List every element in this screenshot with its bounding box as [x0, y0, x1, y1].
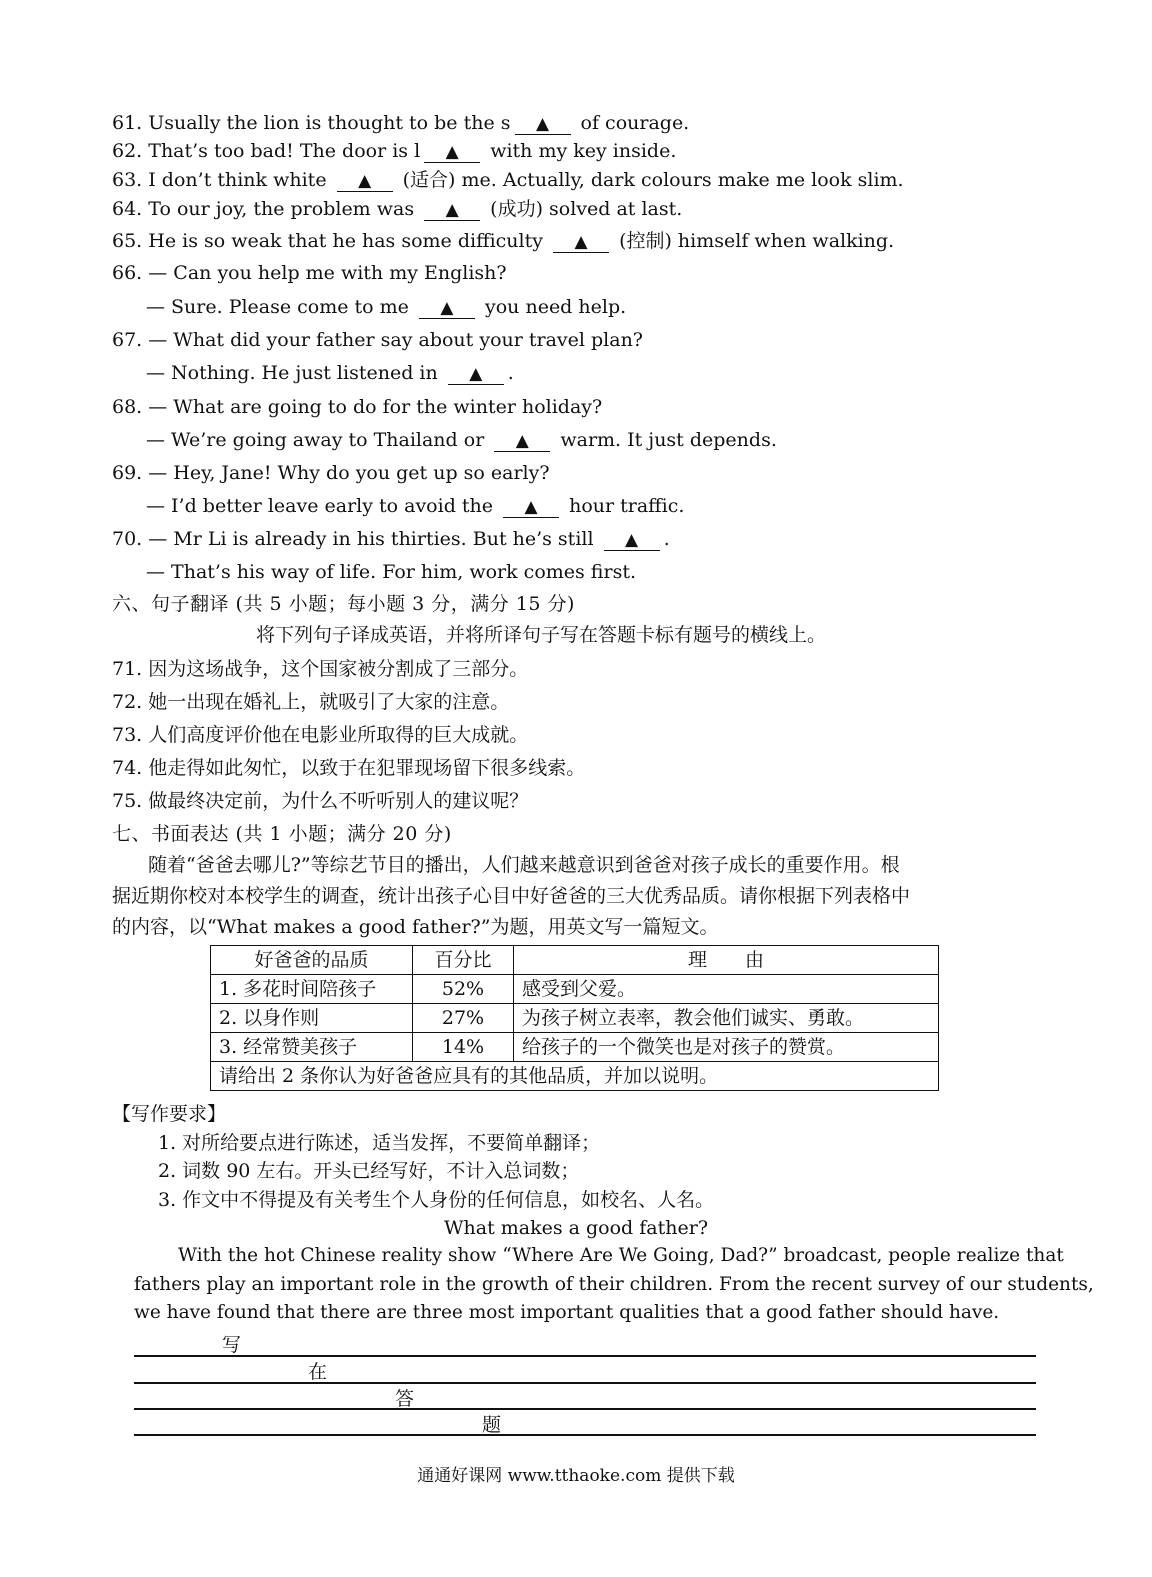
- essay-title: What makes a good father?: [443, 1217, 708, 1239]
- qualities-table: [210, 945, 939, 1091]
- question-number: 66.: [112, 262, 143, 284]
- blank-marker: ▲: [574, 232, 588, 252]
- table-footer-cell: 请给出 2 条你认为好爸爸应具有的其他品质，并加以说明。: [211, 1062, 939, 1091]
- answer-blank[interactable]: [419, 297, 475, 319]
- table-row: [211, 975, 939, 1004]
- reply-text: — Nothing. He just listened in: [146, 362, 444, 384]
- table-row: [211, 1004, 939, 1033]
- question-number: 64.: [112, 198, 143, 220]
- question-70-reply: [146, 559, 636, 585]
- question-67: [112, 327, 643, 353]
- question-text-after: .: [663, 528, 670, 550]
- reply-text: — I’d better leave early to avoid the: [146, 495, 500, 517]
- answer-blank[interactable]: [337, 170, 393, 192]
- answer-blank[interactable]: [494, 430, 550, 452]
- answer-char: 答: [395, 1388, 415, 1410]
- reply-text-after: warm. It just depends.: [554, 429, 777, 451]
- question-number: 65.: [112, 230, 143, 252]
- question-69: [112, 460, 550, 486]
- question-number: 68.: [112, 396, 143, 418]
- answer-blank[interactable]: [424, 141, 480, 163]
- essay-opening-line-1: With the hot Chinese reality show “Where Are We Going, Dad?” broadcast, people realize that: [178, 1245, 1064, 1266]
- question-number: 70.: [112, 528, 143, 550]
- blank-marker: ▲: [515, 431, 529, 451]
- writing-intro-line-3: 的内容，以“What makes a good father?”为题，用英文写一篇短文。: [112, 916, 719, 938]
- question-text: I don’t think white: [148, 169, 333, 191]
- table-cell: 52%: [413, 975, 514, 1004]
- question-text-after: of courage.: [574, 112, 690, 134]
- question-61: [112, 110, 689, 136]
- answer-line[interactable]: [134, 1382, 1036, 1384]
- question-text-after: (成功) solved at last.: [484, 198, 683, 220]
- translation-item-74: 74. 他走得如此匆忙，以致于在犯罪现场留下很多线索。: [112, 757, 586, 779]
- answer-char: 题: [482, 1414, 502, 1436]
- question-68-reply: [146, 427, 777, 453]
- question-number: 63.: [112, 169, 143, 191]
- question-number: 67.: [112, 329, 143, 351]
- question-62: [112, 138, 676, 164]
- blank-marker: ▲: [440, 298, 454, 318]
- requirement-1: 1. 对所给要点进行陈述，适当发挥，不要简单翻译；: [158, 1132, 601, 1154]
- answer-line[interactable]: [134, 1434, 1036, 1436]
- question-66-reply: [146, 294, 626, 320]
- blank-marker: ▲: [469, 364, 483, 384]
- question-65: [112, 228, 894, 254]
- answer-line[interactable]: [134, 1355, 1036, 1357]
- blank-marker: ▲: [358, 171, 372, 191]
- table-row: [211, 1033, 939, 1062]
- reply-text-after: .: [507, 362, 514, 384]
- reply-text-after: hour traffic.: [563, 495, 685, 517]
- table-header-cell: 好爸爸的品质: [211, 946, 413, 975]
- blank-marker: ▲: [625, 530, 639, 550]
- table-cell: 为孩子树立表率，教会他们诚实、勇敢。: [514, 1004, 939, 1033]
- answer-line[interactable]: [134, 1408, 1036, 1410]
- table-footer-row: [211, 1062, 939, 1091]
- requirement-3: 3. 作文中不得提及有关考生个人身份的任何信息，如校名、人名。: [158, 1189, 715, 1211]
- essay-opening-line-2: fathers play an important role in the growth of their children. From the recent survey of our students,: [134, 1274, 1094, 1295]
- reply-text-after: you need help.: [478, 296, 627, 318]
- answer-blank[interactable]: [448, 363, 504, 385]
- reply-text: — Sure. Please come to me: [146, 296, 415, 318]
- table-header-row: [211, 946, 939, 975]
- requirement-2: 2. 词数 90 左右。开头已经写好，不计入总词数；: [158, 1160, 580, 1182]
- question-text: — Mr Li is already in his thirties. But he’s still: [148, 528, 600, 550]
- writing-intro-line-2: 据近期你校对本校学生的调查，统计出孩子心目中好爸爸的三大优秀品质。请你根据下列表格中: [112, 885, 911, 907]
- answer-blank[interactable]: [515, 113, 571, 135]
- table-cell: 14%: [413, 1033, 514, 1062]
- answer-blank[interactable]: [424, 199, 480, 221]
- answer-char: 写: [222, 1334, 242, 1356]
- question-text: — Hey, Jane! Why do you get up so early?: [148, 462, 550, 484]
- table-cell: 2. 以身作则: [211, 1004, 413, 1033]
- question-64: [112, 196, 682, 222]
- table-header-cell: 理 由: [514, 946, 939, 975]
- question-text-after: (控制) himself when walking.: [613, 230, 895, 252]
- translation-item-72: 72. 她一出现在婚礼上，就吸引了大家的注意。: [112, 691, 510, 713]
- question-text: He is so weak that he has some difficulty: [148, 230, 550, 252]
- question-70: [112, 526, 670, 552]
- question-67-reply: [146, 360, 514, 386]
- answer-blank[interactable]: [553, 231, 609, 253]
- page-footer: 通通好课网 www.tthaoke.com 提供下载: [417, 1466, 735, 1486]
- table-cell: 27%: [413, 1004, 514, 1033]
- essay-opening-line-3: we have found that there are three most important qualities that a good father should have.: [134, 1302, 1000, 1323]
- question-number: 69.: [112, 462, 143, 484]
- blank-marker: ▲: [445, 142, 459, 162]
- question-text: — Can you help me with my English?: [148, 262, 507, 284]
- question-69-reply: [146, 493, 684, 519]
- question-number: 61.: [112, 112, 143, 134]
- table-header-cell: 百分比: [413, 946, 514, 975]
- question-text: — What are going to do for the winter holiday?: [148, 396, 603, 418]
- question-text: Usually the lion is thought to be the s: [148, 112, 511, 134]
- question-66: [112, 260, 507, 286]
- question-text: — What did your father say about your travel plan?: [148, 329, 643, 351]
- requirements-title: 【写作要求】: [112, 1103, 227, 1125]
- blank-marker: ▲: [524, 497, 538, 517]
- question-63: [112, 167, 904, 193]
- reply-text: — That’s his way of life. For him, work comes first.: [146, 561, 636, 583]
- question-text-after: with my key inside.: [484, 140, 677, 162]
- writing-intro-line-1: 随着“爸爸去哪儿?”等综艺节目的播出，人们越来越意识到爸爸对孩子成长的重要作用。根: [148, 854, 900, 876]
- question-text: That’s too bad! The door is l: [148, 140, 421, 162]
- question-number: 62.: [112, 140, 143, 162]
- table-cell: 3. 经常赞美孩子: [211, 1033, 413, 1062]
- section-7-title: 七、书面表达 (共 1 小题；满分 20 分): [112, 823, 452, 845]
- blank-marker: ▲: [445, 200, 459, 220]
- table-cell: 感受到父爱。: [514, 975, 939, 1004]
- section-6-instruction: 将下列句子译成英语，并将所译句子写在答题卡标有题号的横线上。: [256, 624, 827, 646]
- answer-blank[interactable]: [604, 529, 660, 551]
- table-cell: 给孩子的一个微笑也是对孩子的赞赏。: [514, 1033, 939, 1062]
- blank-marker: ▲: [535, 114, 550, 134]
- translation-item-71: 71. 因为这场战争，这个国家被分割成了三部分。: [112, 658, 529, 680]
- section-6-title: 六、句子翻译 (共 5 小题；每小题 3 分，满分 15 分): [112, 593, 575, 615]
- question-68: [112, 394, 602, 420]
- reply-text: — We’re going away to Thailand or: [146, 429, 491, 451]
- question-text-after: (适合) me. Actually, dark colours make me look slim.: [396, 169, 904, 191]
- answer-blank[interactable]: [503, 496, 559, 518]
- translation-item-75: 75. 做最终决定前，为什么不听听别人的建议呢？: [112, 790, 529, 812]
- question-text: To our joy, the problem was: [148, 198, 421, 220]
- translation-item-73: 73. 人们高度评价他在电影业所取得的巨大成就。: [112, 724, 529, 746]
- table-cell: 1. 多花时间陪孩子: [211, 975, 413, 1004]
- answer-char: 在: [308, 1361, 328, 1383]
